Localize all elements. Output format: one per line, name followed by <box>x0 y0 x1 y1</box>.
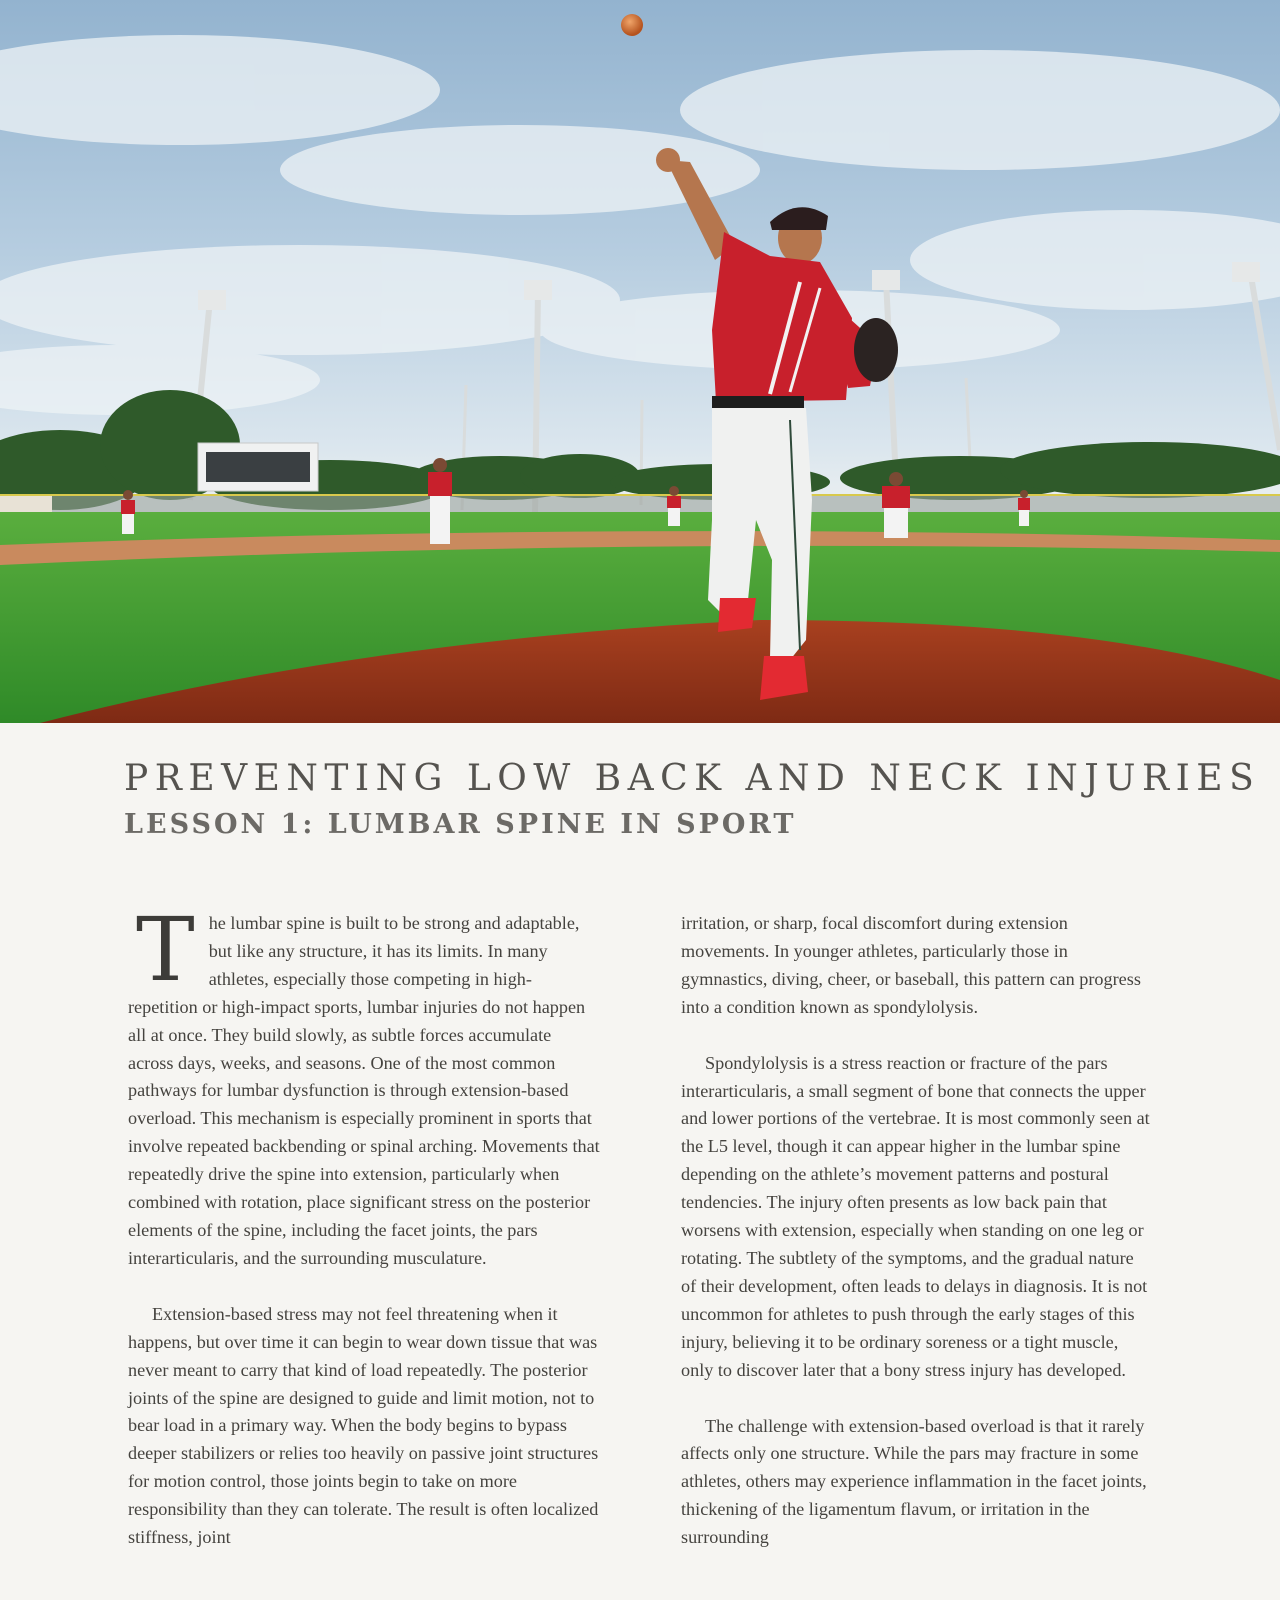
outfield-fence <box>0 495 1280 513</box>
paragraph: Spondylolysis is a stress reaction or fracture of the pars interarticularis, a small segment of bone that connects the upper and lower portions of the vertebrae. It is most commonly seen at the L5 level, though it can appear higher in the lumbar spine depending on the athlete’s movement patterns and postural tendencies. The injury often presents as low back pain that worsens with extension, especially when standing on one leg or rotating. The subtlety of the symptoms, and the gradual nature of their development, often leads to delays in diagnosis. It is not uncommon for athletes to push through the early stages of this injury, believing it to be ordinary soreness or a tight muscle, only to discover later that a bony stress injury has developed. <box>681 1052 1150 1380</box>
paragraph: Extension-based stress may not feel threatening when it happens, but over time it can begin to wear down tissue that was never meant to carry that kind of load repeatedly. The posterior joints of the spine are designed to guide and limit motion, not to bear load in a primary way. When the body begins to bypass deeper stabilizers or relies too heavily on passive joint structures for motion control, those joints begin to take on more responsibility than they can tolerate. The result is often localized stiffness, joint <box>128 1303 599 1548</box>
scoreboard <box>198 443 318 491</box>
fence-top-rail <box>0 494 1280 496</box>
paragraph <box>128 898 600 1273</box>
drop-cap: T <box>136 898 195 1001</box>
baseball <box>621 14 643 36</box>
lesson-subtitle: LESSON 1: LUMBAR SPINE IN SPORT <box>124 809 797 840</box>
hero-photo <box>0 0 1280 723</box>
tree-line <box>0 390 1280 510</box>
hero-illustration <box>0 0 1280 723</box>
left-column <box>128 898 600 1580</box>
paragraph-text: he lumbar spine is built to be strong and adaptable, but like any structure, it has its limits. In many athletes, especially those competing in high-repetition or high-impact sports, lumbar injuries do not happen all at once. They build slowly, as subtle forces accumulate across days, weeks, and seasons. One of the most common pathways for lumbar dysfunction is through extension-based overload. This mechanism is especially prominent in sports that involve repeated backbending or spinal arching. Movements that repeatedly drive the spine into extension, particularly when combined with rotation, place significant stress on the posterior elements of the spine, including the facet joints, the pars interarticularis, and the surrounding musculature. <box>128 913 600 1268</box>
paragraph: The challenge with extension-based overload is that it rarely affects only one structure. While the pars may fracture in some athletes, others may experience inflammation in the facet joints, thickening of the ligamentum flavum, or irritation in the surrounding <box>681 1415 1147 1548</box>
article-title: PREVENTING LOW BACK AND NECK INJURIES <box>124 758 1261 799</box>
paragraph: irritation, or sharp, focal discomfort during extension movements. In younger athletes, particularly those in gymnastics, diving, cheer, or baseball, this pattern can progress into a condition known as spondylolysis. <box>681 913 1141 1017</box>
clouds <box>0 35 1280 415</box>
article-heading <box>124 758 1260 840</box>
right-column <box>681 910 1153 1580</box>
